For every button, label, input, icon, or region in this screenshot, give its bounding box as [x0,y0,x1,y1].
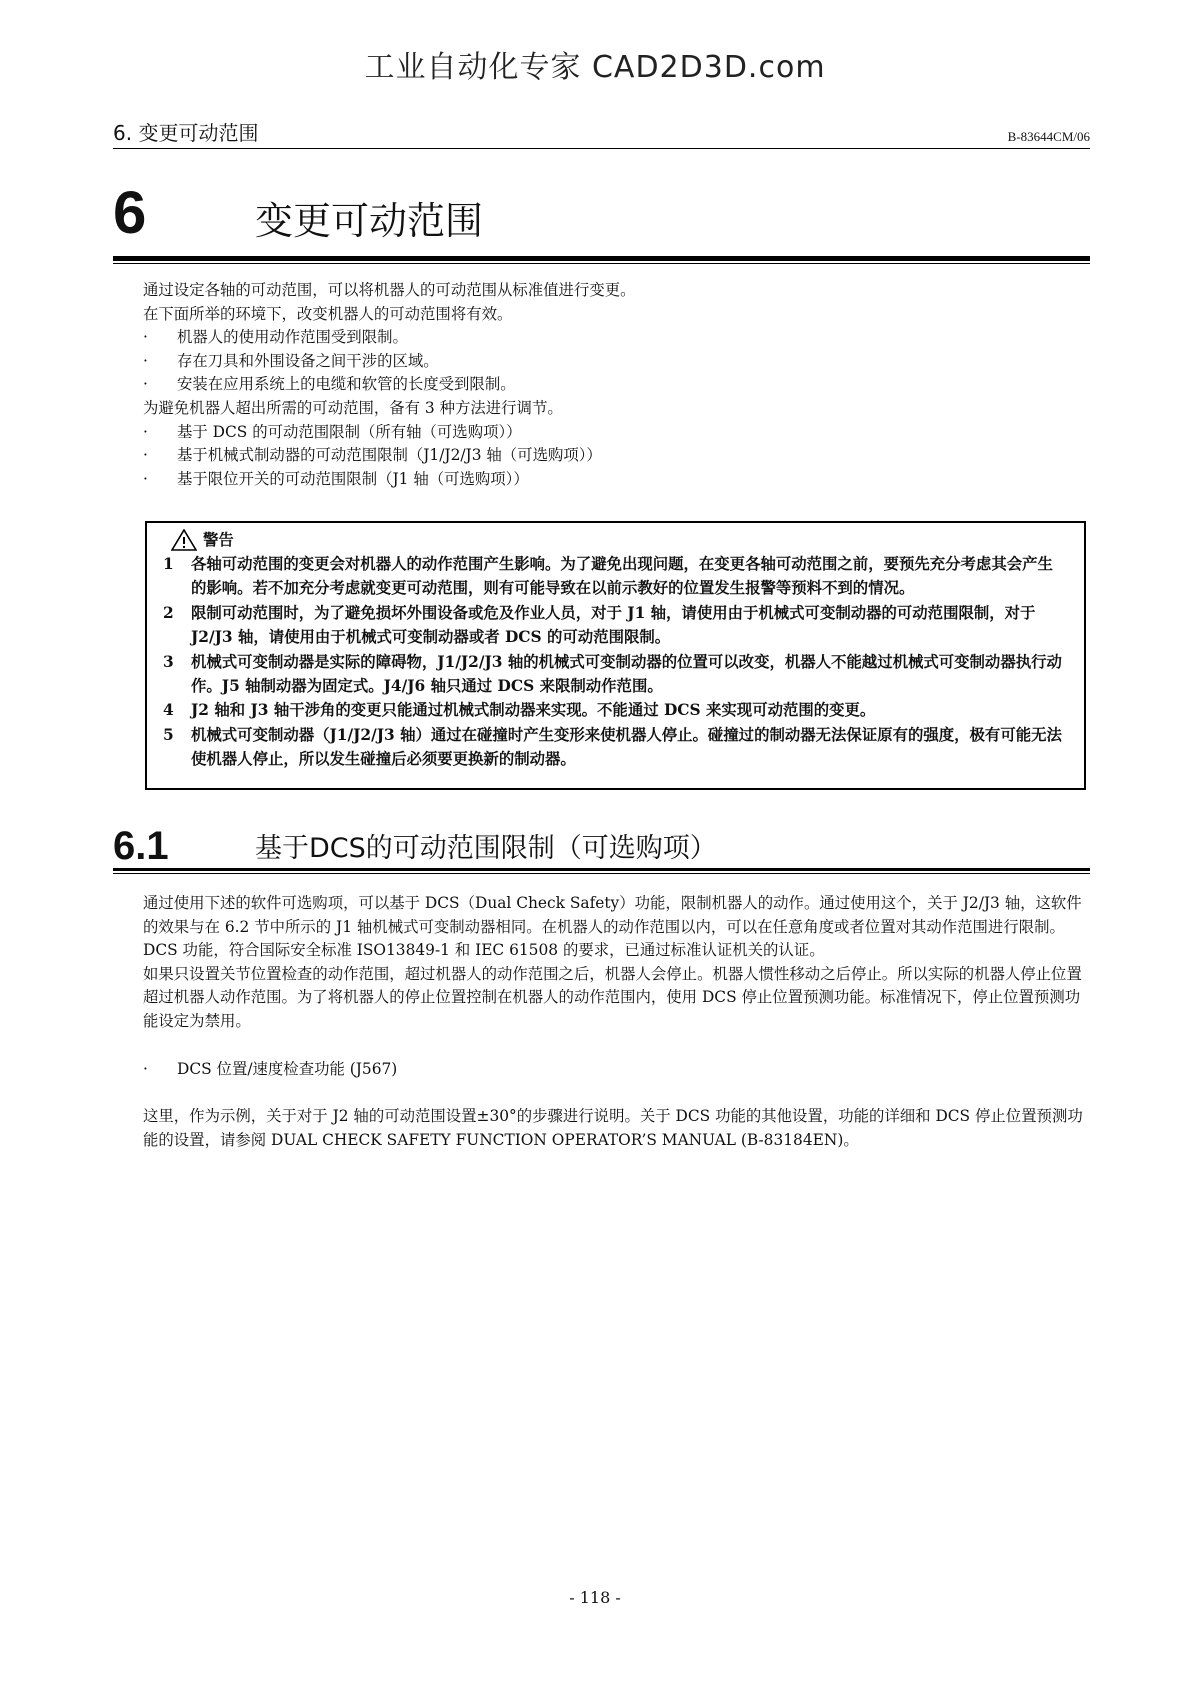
running-header [113,118,1090,149]
bullet-mark: · [143,422,148,441]
section-rule-thin [113,873,1090,874]
intro-paragraph: 为避免机器人超出所需的可动范围，备有 3 种方法进行调节。 [143,398,563,417]
warning-item-text: 各轴可动范围的变更会对机器人的动作范围产生影响。为了避免出现问题，在变更各轴可动范围之前，要预先充分考虑其会产生的影响。若不加充分考虑就变更可动范围，则有可能导致在以前示教好的位置发生报警等预料不到的情况。 [191,555,1053,598]
section-rule-thick [113,868,1090,871]
section-paragraph: 这里，作为示例，关于对于 J2 轴的可动范围设置±30°的步骤进行说明。关于 DCS 功能的其他设置，功能的详细和 DCS 停止位置预测功能的设置，请参阅 DUAL CHECK SAFETY FUNCTION OPERATOR’S MANUAL (B-83184EN)。 [143,1107,1083,1149]
list-item [143,421,1090,445]
watermark: 工业自动化专家 CAD2D3D.com [364,50,826,85]
list-item-text: 基于机械式制动器的可动范围限制（J1/J2/J3 轴（可选购项）） [177,446,602,465]
section-body [143,892,1090,1152]
chapter-heading [113,178,1090,258]
intro-paragraph: 通过设定各轴的可动范围，可以将机器人的可动范围从标准值进行变更。 [143,281,636,299]
warning-triangle-icon [171,529,197,551]
warning-item [163,698,1068,722]
warning-label: 警告 [203,530,234,549]
running-header-chapter: 6. 变更可动范围 [113,121,259,145]
section-heading [113,822,1090,874]
list-item-text: 安装在应用系统上的电缆和软管的长度受到限制。 [177,375,516,394]
section-paragraph: 通过使用下述的软件可选购项，可以基于 DCS（Dual Check Safety）功能，限制机器人的动作。通过使用这个，关于 J2/J3 轴，这软件的效果与在 6.2 节中所示的 J1 轴机械式可变制动器相同。在机器人的动作范围以内，可以在任意角度或者位置对其动作范围进行限制。DCS 功能，符合国际安全标准 ISO13849-1 和 IEC 61508 的要求，已通过标准认证机关的认证。 [143,894,1082,960]
warning-item-number: 3 [163,652,174,671]
intro-text [143,279,1090,491]
list-item [143,350,1090,374]
chapter-rule-thin [113,263,1090,264]
chapter-number: 6 [113,179,147,246]
section-title: 基于DCS的可动范围限制（可选购项） [255,833,717,864]
warning-item-number: 5 [163,725,174,744]
list-item [143,444,1090,468]
bullet-mark: · [143,375,148,394]
warning-item [163,723,1068,772]
warning-item-text: 机械式可变制动器（J1/J2/J3 轴）通过在碰撞时产生变形来使机器人停止。碰撞过的制动器无法保证原有的强度，极有可能无法使机器人停止，所以发生碰撞后必须要更换新的制动器。 [191,725,1062,769]
list-item-text: 机器人的使用动作范围受到限制。 [177,328,408,347]
chapter-title: 变更可动范围 [255,199,484,243]
warning-item-number: 4 [163,701,174,720]
intro-paragraph: 在下面所举的环境下，改变机器人的可动范围将有效。 [143,304,513,323]
chapter-rule-thick [113,256,1090,261]
list-item-text: DCS 位置/速度检查功能 (J567) [177,1059,398,1078]
warning-item-text: J2 轴和 J3 轴干涉角的变更只能通过机械式制动器来实现。不能通过 DCS 来实现可动范围的变更。 [191,701,876,720]
list-item [143,1058,1090,1082]
bullet-mark: · [143,1059,148,1078]
warning-item-number: 2 [163,603,174,622]
section-paragraph: 如果只设置关节位置检查的动作范围，超过机器人的动作范围之后，机器人会停止。机器人惯性移动之后停止。所以实际的机器人停止位置超过机器人动作范围。为了将机器人的停止位置控制在机器人的动作范围内，使用 DCS 停止位置预测功能。标准情况下，停止位置预测功能设定为禁用。 [143,964,1082,1030]
warning-item [163,650,1068,699]
bullet-mark: · [143,328,148,347]
warning-box [145,521,1086,790]
document-code: B-83644CM/06 [1007,129,1090,144]
warning-item-text: 机械式可变制动器是实际的障碍物，J1/J2/J3 轴的机械式可变制动器的位置可以改变，机器人不能越过机械式可变制动器执行动作。J5 轴制动器为固定式。J4/J6 轴只通过 DCS 来限制动作范围。 [191,652,1062,696]
bullet-mark: · [143,446,148,465]
bullet-mark: · [143,469,148,488]
warning-item [163,552,1068,601]
page-number: - 118 - [569,1588,621,1607]
warning-item-text: 限制可动范围时，为了避免损坏外围设备或危及作业人员，对于 J1 轴，请使用由于机械式可变制动器的可动范围限制，对于 J2/J3 轴，请使用由于机械式可变制动器或者 DCS 的可动范围限制。 [191,603,1036,647]
bullet-mark: · [143,351,148,370]
warning-item [163,601,1068,650]
list-item [143,468,1090,492]
list-item-text: 基于限位开关的可动范围限制（J1 轴（可选购项）） [177,469,529,488]
list-item-text: 存在刀具和外围设备之间干涉的区域。 [177,351,439,370]
list-item-text: 基于 DCS 的可动范围限制（所有轴（可选购项）） [177,422,522,441]
warning-item-number: 1 [163,555,174,573]
list-item [143,326,1090,350]
list-item [143,373,1090,397]
section-number: 6.1 [113,824,169,868]
warning-header [171,528,1068,552]
